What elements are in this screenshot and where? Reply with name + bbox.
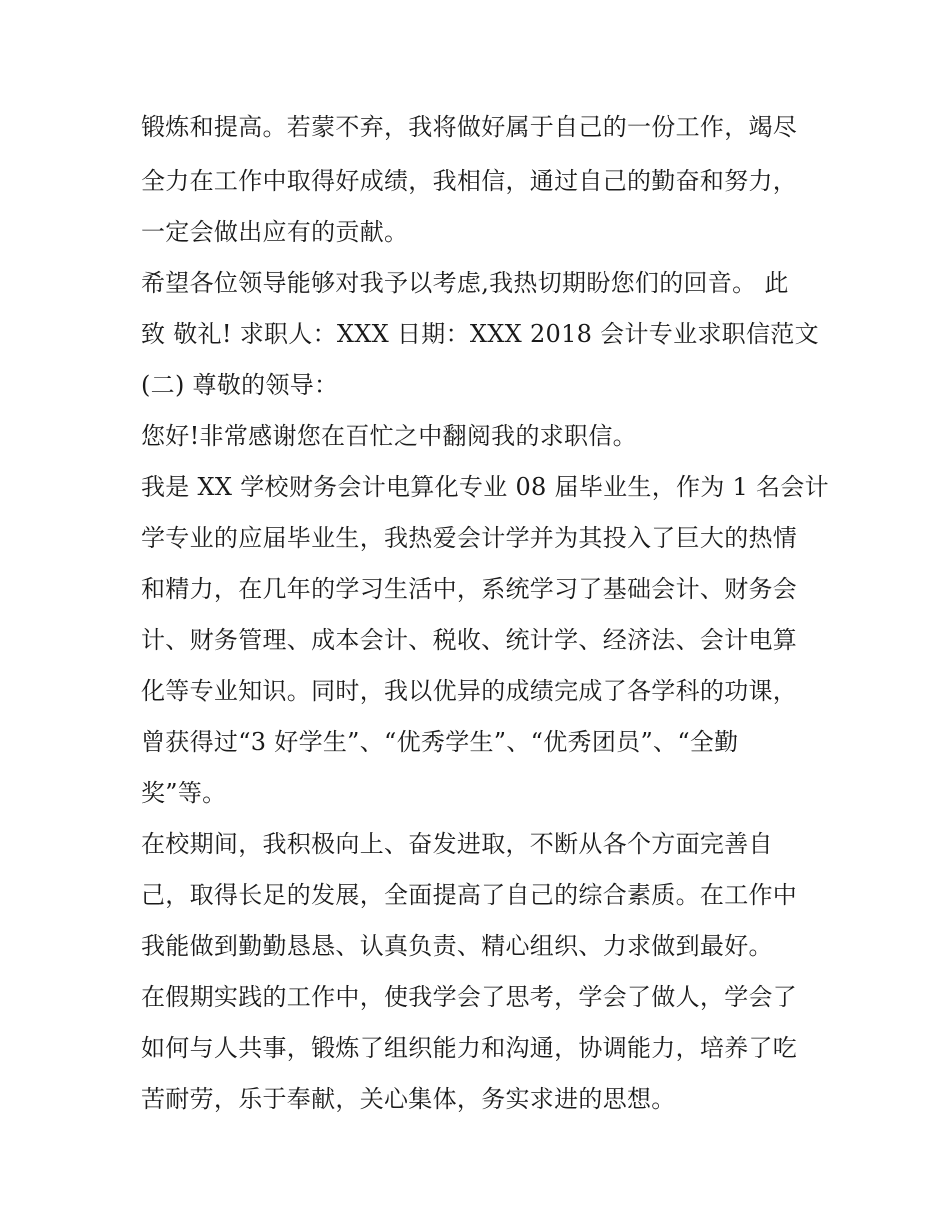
- text-line: 致 敬礼! 求职人：XXX 日期：XXX 2018 会计专业求职信范文: [141, 320, 819, 348]
- text-line: 我能做到勤勤恳恳、认真负责、精心组织、力求做到最好。: [141, 932, 773, 960]
- text-line: 锻炼和提高。若蒙不弃，我将做好属于自己的一份工作，竭尽: [141, 113, 798, 141]
- text-line: 在假期实践的工作中，使我学会了思考，学会了做人，学会了: [141, 983, 798, 1011]
- text-line: 计、财务管理、成本会计、税收、统计学、经济法、会计电算: [141, 626, 798, 654]
- text-line: 一定会做出应有的贡献。: [141, 218, 409, 246]
- text-line: 学专业的应届毕业生，我热爱会计学并为其投入了巨大的热情: [141, 524, 798, 552]
- text-line: 曾获得过“3 好学生”、“优秀学生”、“优秀团员”、“全勤: [141, 728, 739, 756]
- text-line: 奖”等。: [141, 779, 227, 807]
- text-line: 化等专业知识。同时，我以优异的成绩完成了各学科的功课，: [141, 677, 798, 705]
- text-line: 您好!非常感谢您在百忙之中翻阅我的求职信。: [141, 422, 637, 450]
- text-line: 己，取得长足的发展，全面提高了自己的综合素质。在工作中: [141, 881, 798, 909]
- text-line: 希望各位领导能够对我予以考虑,我热切期盼您们的回音。 此: [141, 269, 789, 297]
- text-line: 苦耐劳，乐于奉献，关心集体，务实求进的思想。: [141, 1085, 676, 1113]
- text-line: 全力在工作中取得好成绩，我相信，通过自己的勤奋和努力，: [141, 167, 798, 195]
- text-line: 如何与人共事，锻炼了组织能力和沟通，协调能力，培养了吃: [141, 1034, 798, 1062]
- text-line: 在校期间，我积极向上、奋发进取，不断从各个方面完善自: [141, 830, 773, 858]
- text-line: 和精力，在几年的学习生活中，系统学习了基础会计、财务会: [141, 575, 798, 603]
- text-line: 我是 XX 学校财务会计电算化专业 08 届毕业生，作为 1 名会计: [141, 473, 829, 501]
- text-line: (二) 尊敬的领导：: [141, 371, 339, 399]
